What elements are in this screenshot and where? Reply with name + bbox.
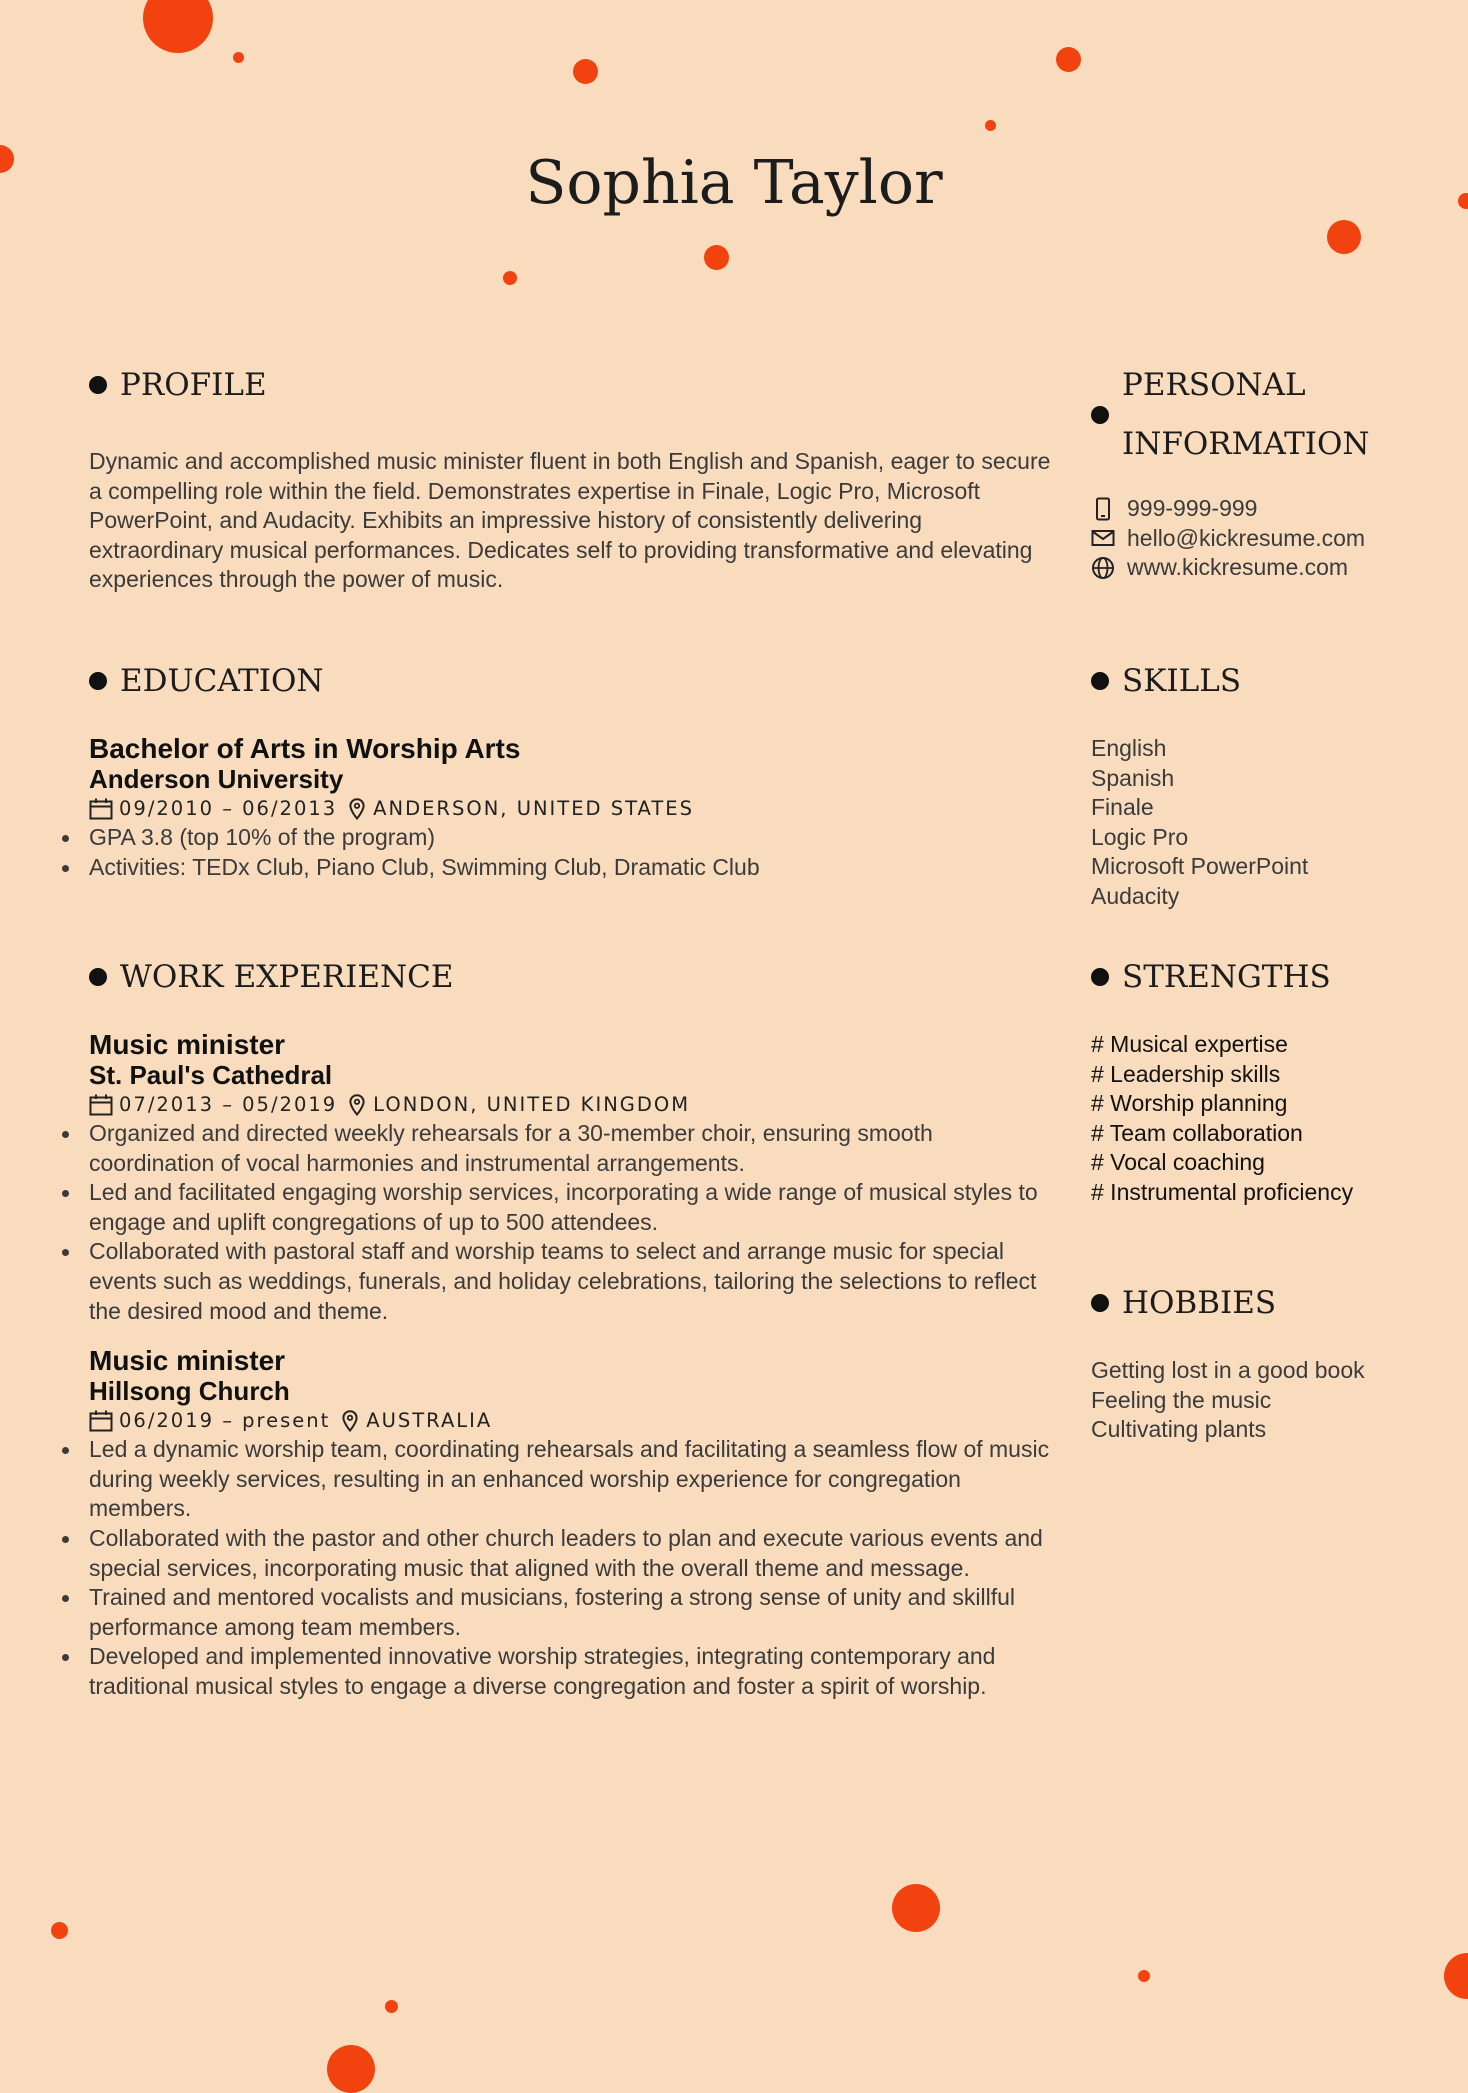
- job-bullets: [89, 1435, 1054, 1701]
- envelope-icon: [1091, 526, 1115, 550]
- skill-item: Audacity: [1091, 882, 1180, 909]
- strengths-list: [1091, 1030, 1431, 1208]
- job-organization: Hillsong Church: [89, 1376, 290, 1407]
- strength-item: # Worship planning: [1091, 1090, 1288, 1117]
- hobbies-heading: HOBBIES: [1091, 1282, 1431, 1324]
- education-dates: 09/2010 – 06/2013: [119, 797, 338, 820]
- decor-dot: [1327, 220, 1361, 254]
- hobby-item: Feeling the music: [1091, 1386, 1272, 1413]
- strengths-heading: STRENGTHS: [1091, 956, 1431, 998]
- education-meta: [89, 794, 1054, 823]
- strength-item: # Instrumental proficiency: [1091, 1178, 1354, 1205]
- decor-dot: [143, 0, 213, 53]
- strength-item: # Team collaboration: [1091, 1119, 1303, 1146]
- skill-item: Finale: [1091, 794, 1154, 821]
- job-title: Music minister: [89, 1029, 286, 1060]
- job-meta: [89, 1406, 1054, 1435]
- profile-section: [89, 364, 1054, 595]
- hobby-item: Cultivating plants: [1091, 1416, 1267, 1443]
- decor-dot: [385, 2000, 398, 2013]
- phone-row: [1091, 494, 1431, 524]
- decor-dot: [503, 271, 517, 285]
- hobbies-section: [1091, 1282, 1431, 1445]
- decor-dot: [892, 1884, 940, 1932]
- hobbies-list: [1091, 1356, 1431, 1445]
- strength-item: # Leadership skills: [1091, 1060, 1281, 1087]
- skill-item: English: [1091, 735, 1167, 761]
- degree-title: Bachelor of Arts in Worship Arts: [89, 733, 521, 764]
- profile-heading: PROFILE: [89, 364, 1054, 406]
- profile-text: Dynamic and accomplished music minister fluent in both English and Spanish, eager to secure a compelling role within the field. Demonstrates expertise in Finale, Logic Pro, Microsoft PowerPoint, and Audacity. Exhibits an impressive history of consistently delivering extraordinary musical performances. Dedicates self to providing transformative and elevating experiences through the power of music.: [89, 448, 1051, 593]
- job-location: LONDON, UNITED KINGDOM: [373, 1093, 691, 1116]
- list-item: Collaborated with pastoral staff and worship teams to select and arrange music for special events such as weddings, funerals, and holiday celebrations, tailoring the selections to reflect the desired mood and theme.: [89, 1237, 1054, 1326]
- job-dates: 06/2019 – present: [119, 1409, 331, 1433]
- location-pin-icon: [342, 1410, 358, 1432]
- job-entry: [89, 1346, 1054, 1701]
- job-title: Music minister: [89, 1345, 286, 1377]
- phone-number: 999-999-999: [1127, 495, 1258, 521]
- decor-dot: [51, 1922, 68, 1939]
- education-heading: EDUCATION: [89, 660, 1054, 702]
- list-item: GPA 3.8 (top 10% of the program): [89, 823, 1054, 853]
- work-heading: WORK EXPERIENCE: [89, 956, 1054, 998]
- education-bullets: [89, 823, 1054, 882]
- email-row: [1091, 524, 1431, 554]
- candidate-name: Sophia Taylor: [525, 148, 943, 218]
- skill-item: Spanish: [1091, 764, 1175, 791]
- job-organization: St. Paul's Cathedral: [89, 1060, 333, 1090]
- list-item: Led a dynamic worship team, coordinating rehearsals and facilitating a seamless flow of music during weekly services, resulting in an enhanced worship experience for congregation members.: [89, 1435, 1054, 1524]
- strengths-section: [1091, 956, 1431, 1208]
- phone-icon: [1091, 497, 1115, 521]
- hobby-item: Getting lost in a good book: [1091, 1357, 1365, 1383]
- job-bullets: [89, 1119, 1054, 1326]
- decor-dot: [327, 2045, 375, 2093]
- list-item: Organized and directed weekly rehearsals for a 30-member choir, ensuring smooth coordination of vocal harmonies and instrumental arrangements.: [89, 1119, 1054, 1178]
- strength-item: # Vocal coaching: [1091, 1149, 1265, 1176]
- personal-info-heading-line1: PERSONAL: [1122, 367, 1306, 403]
- skills-section: [1091, 660, 1431, 912]
- decor-dot: [233, 52, 244, 63]
- location-pin-icon: [349, 798, 365, 820]
- list-item: Trained and mentored vocalists and musicians, fostering a strong sense of unity and skillful performance among team members.: [89, 1583, 1054, 1642]
- decor-dot: [985, 120, 996, 131]
- skill-item: Microsoft PowerPoint: [1091, 853, 1309, 880]
- skill-item: Logic Pro: [1091, 823, 1189, 850]
- location-pin-icon: [349, 1094, 365, 1116]
- globe-icon: [1091, 556, 1115, 580]
- skills-list: [1091, 734, 1431, 912]
- strength-item: # Musical expertise: [1091, 1031, 1288, 1057]
- job-meta: [89, 1090, 1054, 1119]
- job-entry: [89, 1030, 1054, 1326]
- website-link[interactable]: www.kickresume.com: [1127, 554, 1349, 581]
- decor-dot: [573, 59, 598, 84]
- website-row: [1091, 553, 1431, 583]
- personal-info-heading: [1091, 356, 1431, 474]
- calendar-icon: [89, 1410, 113, 1432]
- work-section: [89, 956, 1054, 1702]
- job-dates: 07/2013 – 05/2019: [119, 1093, 338, 1116]
- school-name: Anderson University: [89, 764, 344, 794]
- personal-info-section: [1091, 356, 1431, 583]
- decor-dot: [1444, 1953, 1468, 1999]
- education-section: [89, 660, 1054, 882]
- decor-dot: [1138, 1970, 1150, 1982]
- personal-info-heading-line2: INFORMATION: [1122, 426, 1370, 462]
- list-item: Led and facilitated engaging worship services, incorporating a wide range of musical styles to engage and uplift congregations of up to 500 attendees.: [89, 1178, 1054, 1237]
- list-item: Activities: TEDx Club, Piano Club, Swimming Club, Dramatic Club: [89, 853, 1054, 883]
- decor-dot: [1056, 47, 1081, 72]
- calendar-icon: [89, 798, 113, 820]
- skills-heading: SKILLS: [1091, 660, 1431, 702]
- decor-dot: [704, 245, 729, 270]
- calendar-icon: [89, 1094, 113, 1116]
- contact-list: [1091, 494, 1431, 583]
- education-entry: [89, 734, 1054, 882]
- list-item: Developed and implemented innovative worship strategies, integrating contemporary and traditional musical styles to engage a diverse congregation and foster a spirit of worship.: [89, 1642, 1054, 1701]
- list-item: Collaborated with the pastor and other church leaders to plan and execute various events and special services, incorporating music that aligned with the overall theme and message.: [89, 1524, 1054, 1583]
- job-location: AUSTRALIA: [366, 1409, 493, 1433]
- email-link[interactable]: hello@kickresume.com: [1127, 524, 1366, 551]
- education-location: ANDERSON, UNITED STATES: [373, 797, 694, 820]
